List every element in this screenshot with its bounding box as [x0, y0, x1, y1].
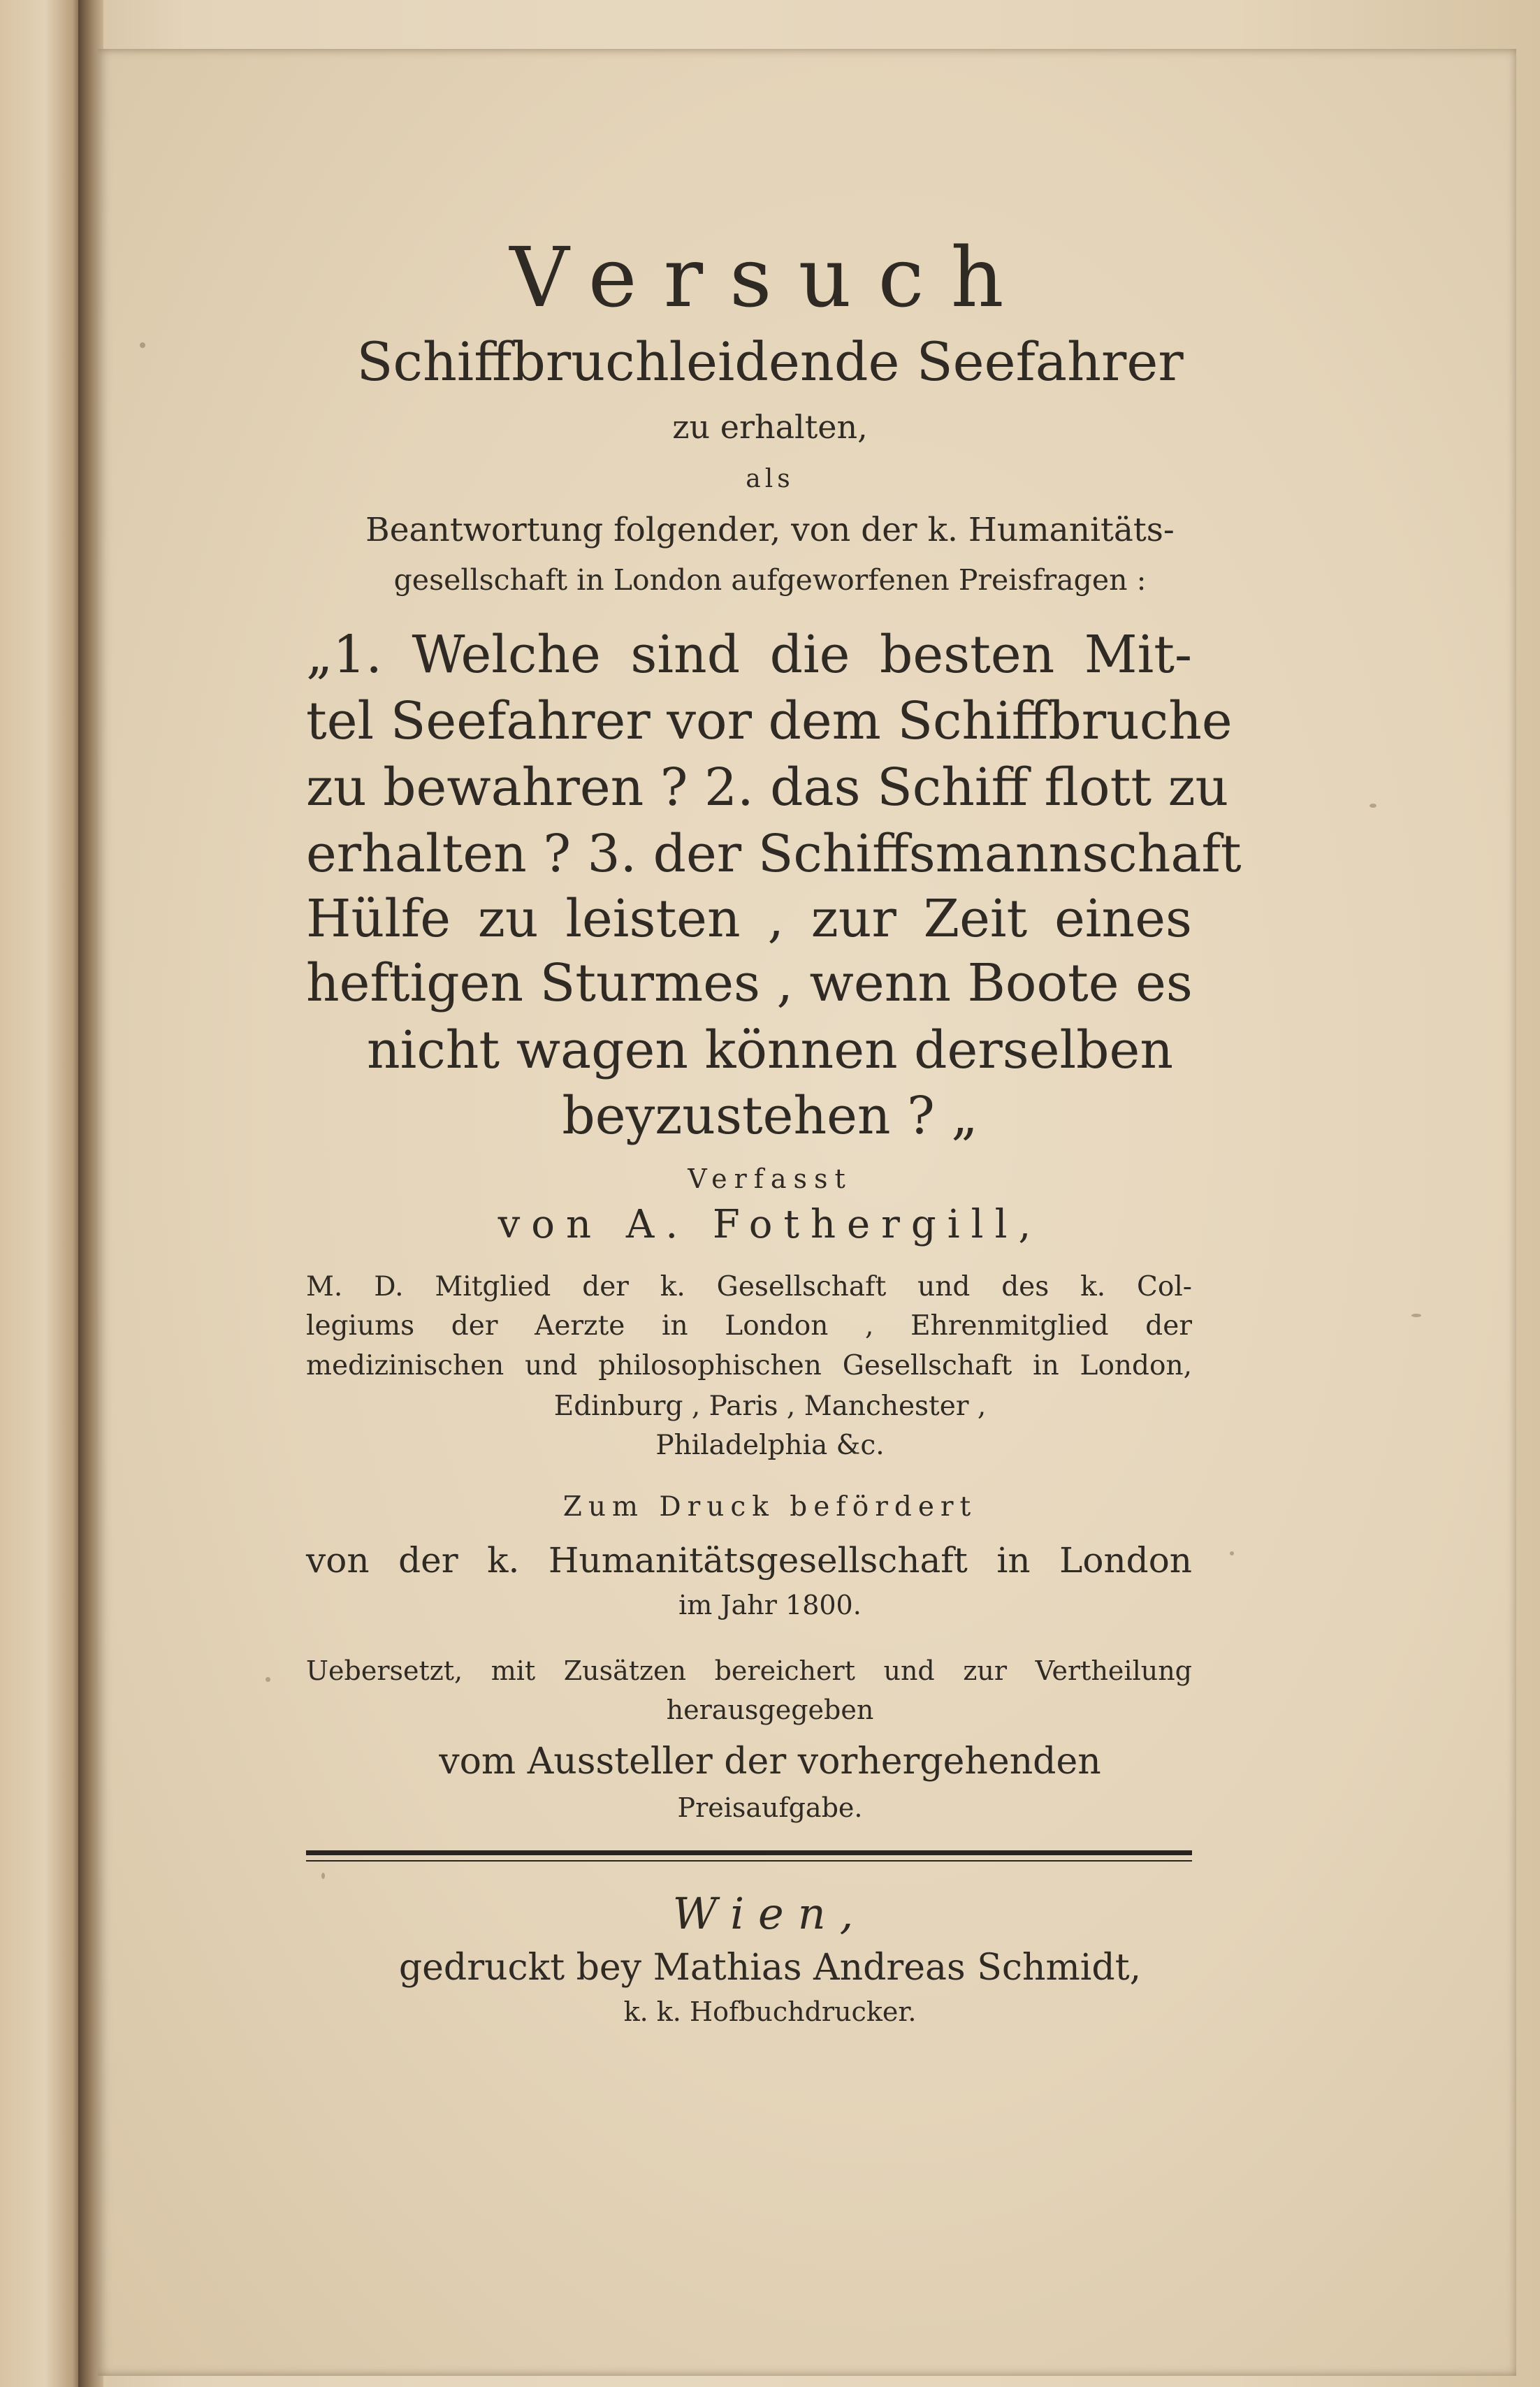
question-line-2: tel Seefahrer vor dem Schiffbruche: [306, 691, 1233, 751]
question-line-4: erhalten ? 3. der Schiffsmannschaft: [306, 824, 1242, 884]
subtitle: Schiffbruchleidende Seefahrer: [356, 331, 1184, 393]
credentials-line-5: Philadelphia &c.: [655, 1430, 885, 1461]
translation-line-1: Uebersetzt, mit Zusätzen bereichert und zur Vertheilung: [306, 1655, 1192, 1686]
page-title: Versuch: [509, 229, 1031, 326]
druck-heading: Zum Druck befördert: [562, 1491, 978, 1523]
credentials-line-4: Edinburg , Paris , Manchester ,: [553, 1391, 987, 1422]
question-line-7: nicht wagen können derselben: [367, 1020, 1173, 1080]
printer-line: gedruckt bey Mathias Andreas Schmidt,: [398, 1947, 1142, 1989]
question-line-1: „1. Welche sind die besten Mit-: [306, 625, 1192, 685]
credentials-line-3: medizinischen und philosophischen Gesellschaft in London,: [306, 1350, 1192, 1381]
double-rule-thick: [306, 1850, 1192, 1855]
question-line-8: beyzustehen ? „: [562, 1086, 978, 1146]
printer-title-line: k. k. Hofbuchdrucker.: [623, 1996, 917, 2027]
subtitle-line-2: zu erhalten,: [672, 408, 868, 446]
question-line-3: zu bewahren ? 2. das Schiff flott zu: [306, 757, 1229, 818]
translation-line-2: herausgegeben: [666, 1695, 874, 1725]
author-line: von A. Fothergill,: [497, 1202, 1043, 1247]
credentials-line-2: legiums der Aerzte in London , Ehrenmitglied der: [306, 1310, 1192, 1342]
verfasst-label: Verfasst: [688, 1163, 852, 1194]
preisaufgabe-line: Preisaufgabe.: [677, 1792, 863, 1823]
society-line: von der k. Humanitätsgesellschaft in London: [306, 1540, 1192, 1581]
question-line-5: Hülfe zu leisten , zur Zeit eines: [306, 889, 1192, 949]
question-line-6: heftigen Sturmes , wenn Boote es: [306, 953, 1193, 1013]
subtitle-line-3: als: [746, 465, 794, 493]
issuer-line: vom Aussteller der vorhergehenden: [439, 1741, 1101, 1783]
place-line: Wien,: [672, 1888, 868, 1939]
intro-line-1: Beantwortung folgender, von der k. Humanitäts-: [365, 511, 1175, 549]
year-line: im Jahr 1800.: [678, 1590, 862, 1620]
intro-line-2: gesellschaft in London aufgeworfenen Preisfragen :: [393, 563, 1147, 597]
credentials-line-1: M. D. Mitglied der k. Gesellschaft und des k. Col-: [306, 1271, 1192, 1303]
double-rule-thin: [306, 1860, 1192, 1862]
